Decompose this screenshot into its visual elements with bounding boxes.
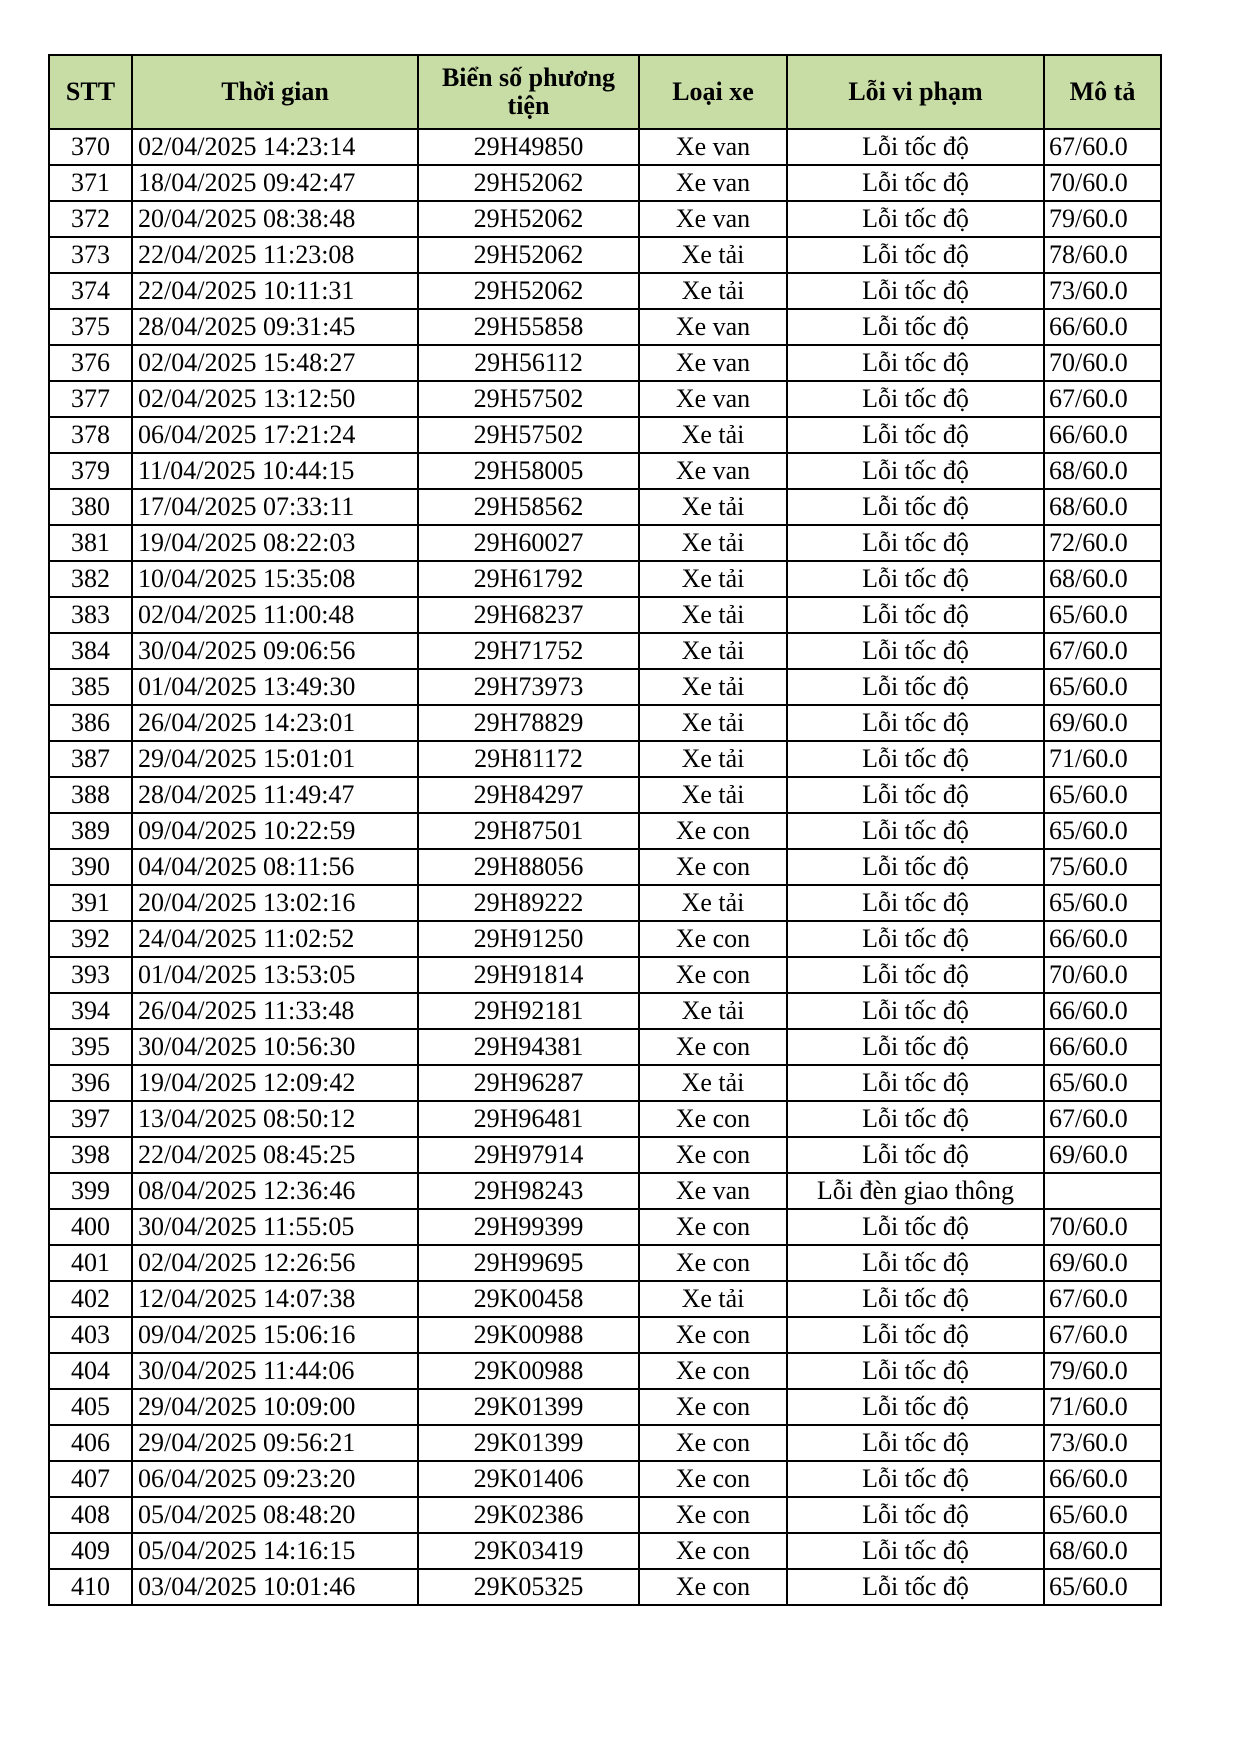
cell-violation: Lỗi tốc độ <box>787 1497 1044 1533</box>
cell-stt: 404 <box>49 1353 132 1389</box>
cell-violation: Lỗi tốc độ <box>787 237 1044 273</box>
cell-violation: Lỗi tốc độ <box>787 381 1044 417</box>
cell-time: 19/04/2025 08:22:03 <box>132 525 418 561</box>
cell-stt: 377 <box>49 381 132 417</box>
cell-violation: Lỗi tốc độ <box>787 1533 1044 1569</box>
cell-description: 65/60.0 <box>1044 669 1161 705</box>
cell-stt: 402 <box>49 1281 132 1317</box>
cell-plate: 29K01406 <box>418 1461 639 1497</box>
cell-time: 29/04/2025 09:56:21 <box>132 1425 418 1461</box>
cell-violation: Lỗi tốc độ <box>787 813 1044 849</box>
cell-time: 08/04/2025 12:36:46 <box>132 1173 418 1209</box>
cell-description: 70/60.0 <box>1044 345 1161 381</box>
cell-time: 26/04/2025 14:23:01 <box>132 705 418 741</box>
table-row <box>49 1101 1161 1137</box>
cell-time: 02/04/2025 14:23:14 <box>132 129 418 165</box>
cell-plate: 29H60027 <box>418 525 639 561</box>
cell-plate: 29H56112 <box>418 345 639 381</box>
cell-vehicle-type: Xe tải <box>639 885 787 921</box>
cell-violation: Lỗi tốc độ <box>787 885 1044 921</box>
cell-time: 30/04/2025 11:55:05 <box>132 1209 418 1245</box>
cell-vehicle-type: Xe con <box>639 1209 787 1245</box>
table-row <box>49 1317 1161 1353</box>
cell-vehicle-type: Xe con <box>639 1101 787 1137</box>
cell-description: 67/60.0 <box>1044 1101 1161 1137</box>
cell-time: 22/04/2025 11:23:08 <box>132 237 418 273</box>
table-row <box>49 705 1161 741</box>
cell-description: 68/60.0 <box>1044 561 1161 597</box>
cell-description: 66/60.0 <box>1044 993 1161 1029</box>
cell-stt: 394 <box>49 993 132 1029</box>
cell-plate: 29H52062 <box>418 273 639 309</box>
cell-stt: 370 <box>49 129 132 165</box>
cell-description: 65/60.0 <box>1044 777 1161 813</box>
table-row <box>49 597 1161 633</box>
cell-description: 69/60.0 <box>1044 1137 1161 1173</box>
cell-description: 65/60.0 <box>1044 597 1161 633</box>
cell-time: 26/04/2025 11:33:48 <box>132 993 418 1029</box>
cell-vehicle-type: Xe tải <box>639 777 787 813</box>
cell-vehicle-type: Xe van <box>639 201 787 237</box>
cell-vehicle-type: Xe con <box>639 1461 787 1497</box>
cell-vehicle-type: Xe tải <box>639 1065 787 1101</box>
table-row <box>49 1425 1161 1461</box>
cell-vehicle-type: Xe van <box>639 165 787 201</box>
cell-plate: 29H98243 <box>418 1173 639 1209</box>
document-page <box>48 54 1160 1606</box>
cell-plate: 29H96287 <box>418 1065 639 1101</box>
cell-time: 11/04/2025 10:44:15 <box>132 453 418 489</box>
cell-vehicle-type: Xe tải <box>639 669 787 705</box>
cell-violation: Lỗi tốc độ <box>787 633 1044 669</box>
table-row <box>49 309 1161 345</box>
cell-violation: Lỗi tốc độ <box>787 417 1044 453</box>
cell-description: 71/60.0 <box>1044 1389 1161 1425</box>
cell-vehicle-type: Xe tải <box>639 561 787 597</box>
cell-stt: 389 <box>49 813 132 849</box>
table-row <box>49 237 1161 273</box>
cell-time: 06/04/2025 09:23:20 <box>132 1461 418 1497</box>
cell-vehicle-type: Xe con <box>639 1497 787 1533</box>
cell-time: 01/04/2025 13:49:30 <box>132 669 418 705</box>
table-row <box>49 273 1161 309</box>
cell-violation: Lỗi tốc độ <box>787 201 1044 237</box>
cell-violation: Lỗi tốc độ <box>787 1281 1044 1317</box>
header-vehicle-type: Loại xe <box>639 55 787 129</box>
cell-violation: Lỗi tốc độ <box>787 1065 1044 1101</box>
cell-stt: 395 <box>49 1029 132 1065</box>
cell-stt: 371 <box>49 165 132 201</box>
cell-time: 19/04/2025 12:09:42 <box>132 1065 418 1101</box>
cell-violation: Lỗi tốc độ <box>787 993 1044 1029</box>
cell-time: 20/04/2025 13:02:16 <box>132 885 418 921</box>
cell-stt: 376 <box>49 345 132 381</box>
cell-violation: Lỗi tốc độ <box>787 741 1044 777</box>
cell-time: 30/04/2025 11:44:06 <box>132 1353 418 1389</box>
cell-stt: 380 <box>49 489 132 525</box>
cell-time: 28/04/2025 09:31:45 <box>132 309 418 345</box>
table-row <box>49 813 1161 849</box>
cell-violation: Lỗi đèn giao thông <box>787 1173 1044 1209</box>
cell-violation: Lỗi tốc độ <box>787 309 1044 345</box>
table-row <box>49 1533 1161 1569</box>
header-description: Mô tả <box>1044 55 1161 129</box>
cell-violation: Lỗi tốc độ <box>787 273 1044 309</box>
cell-violation: Lỗi tốc độ <box>787 849 1044 885</box>
cell-time: 24/04/2025 11:02:52 <box>132 921 418 957</box>
cell-stt: 393 <box>49 957 132 993</box>
cell-description: 69/60.0 <box>1044 1245 1161 1281</box>
cell-vehicle-type: Xe con <box>639 1245 787 1281</box>
cell-description: 70/60.0 <box>1044 1209 1161 1245</box>
cell-violation: Lỗi tốc độ <box>787 1569 1044 1605</box>
cell-time: 02/04/2025 15:48:27 <box>132 345 418 381</box>
cell-vehicle-type: Xe con <box>639 1533 787 1569</box>
cell-vehicle-type: Xe con <box>639 813 787 849</box>
table-row <box>49 561 1161 597</box>
cell-time: 18/04/2025 09:42:47 <box>132 165 418 201</box>
cell-description: 73/60.0 <box>1044 1425 1161 1461</box>
cell-vehicle-type: Xe van <box>639 381 787 417</box>
cell-time: 06/04/2025 17:21:24 <box>132 417 418 453</box>
cell-description: 70/60.0 <box>1044 957 1161 993</box>
cell-time: 05/04/2025 14:16:15 <box>132 1533 418 1569</box>
header-stt: STT <box>49 55 132 129</box>
cell-vehicle-type: Xe tải <box>639 705 787 741</box>
cell-plate: 29K00988 <box>418 1317 639 1353</box>
cell-plate: 29H81172 <box>418 741 639 777</box>
cell-description: 67/60.0 <box>1044 1317 1161 1353</box>
cell-description: 66/60.0 <box>1044 921 1161 957</box>
cell-time: 03/04/2025 10:01:46 <box>132 1569 418 1605</box>
cell-violation: Lỗi tốc độ <box>787 777 1044 813</box>
cell-time: 09/04/2025 10:22:59 <box>132 813 418 849</box>
cell-description <box>1044 1173 1161 1209</box>
table-row <box>49 129 1161 165</box>
cell-violation: Lỗi tốc độ <box>787 921 1044 957</box>
cell-plate: 29H73973 <box>418 669 639 705</box>
cell-stt: 407 <box>49 1461 132 1497</box>
cell-violation: Lỗi tốc độ <box>787 345 1044 381</box>
cell-plate: 29H84297 <box>418 777 639 813</box>
cell-violation: Lỗi tốc độ <box>787 1389 1044 1425</box>
header-violation: Lỗi vi phạm <box>787 55 1044 129</box>
cell-stt: 375 <box>49 309 132 345</box>
cell-description: 70/60.0 <box>1044 165 1161 201</box>
cell-vehicle-type: Xe tải <box>639 273 787 309</box>
cell-vehicle-type: Xe con <box>639 1569 787 1605</box>
cell-stt: 405 <box>49 1389 132 1425</box>
cell-vehicle-type: Xe tải <box>639 741 787 777</box>
cell-violation: Lỗi tốc độ <box>787 1461 1044 1497</box>
cell-vehicle-type: Xe con <box>639 921 787 957</box>
cell-stt: 387 <box>49 741 132 777</box>
cell-time: 17/04/2025 07:33:11 <box>132 489 418 525</box>
table-row <box>49 201 1161 237</box>
cell-violation: Lỗi tốc độ <box>787 489 1044 525</box>
table-row <box>49 921 1161 957</box>
cell-plate: 29H91250 <box>418 921 639 957</box>
cell-stt: 398 <box>49 1137 132 1173</box>
cell-violation: Lỗi tốc độ <box>787 1101 1044 1137</box>
cell-stt: 383 <box>49 597 132 633</box>
cell-plate: 29H52062 <box>418 201 639 237</box>
cell-plate: 29H96481 <box>418 1101 639 1137</box>
cell-stt: 396 <box>49 1065 132 1101</box>
cell-description: 65/60.0 <box>1044 1569 1161 1605</box>
cell-stt: 382 <box>49 561 132 597</box>
cell-plate: 29H92181 <box>418 993 639 1029</box>
cell-plate: 29H87501 <box>418 813 639 849</box>
cell-description: 73/60.0 <box>1044 273 1161 309</box>
cell-stt: 379 <box>49 453 132 489</box>
cell-description: 78/60.0 <box>1044 237 1161 273</box>
cell-stt: 409 <box>49 1533 132 1569</box>
cell-plate: 29K00988 <box>418 1353 639 1389</box>
table-row <box>49 1137 1161 1173</box>
violations-table <box>48 54 1162 1606</box>
cell-violation: Lỗi tốc độ <box>787 1353 1044 1389</box>
cell-description: 75/60.0 <box>1044 849 1161 885</box>
cell-violation: Lỗi tốc độ <box>787 129 1044 165</box>
cell-stt: 385 <box>49 669 132 705</box>
cell-stt: 410 <box>49 1569 132 1605</box>
table-row <box>49 885 1161 921</box>
cell-time: 05/04/2025 08:48:20 <box>132 1497 418 1533</box>
cell-violation: Lỗi tốc độ <box>787 1209 1044 1245</box>
cell-plate: 29H99695 <box>418 1245 639 1281</box>
cell-description: 66/60.0 <box>1044 1029 1161 1065</box>
table-row <box>49 993 1161 1029</box>
cell-plate: 29H88056 <box>418 849 639 885</box>
cell-plate: 29H68237 <box>418 597 639 633</box>
cell-vehicle-type: Xe van <box>639 309 787 345</box>
cell-vehicle-type: Xe van <box>639 453 787 489</box>
cell-stt: 378 <box>49 417 132 453</box>
table-row <box>49 165 1161 201</box>
cell-time: 12/04/2025 14:07:38 <box>132 1281 418 1317</box>
cell-stt: 403 <box>49 1317 132 1353</box>
cell-stt: 388 <box>49 777 132 813</box>
cell-plate: 29H49850 <box>418 129 639 165</box>
cell-description: 67/60.0 <box>1044 633 1161 669</box>
cell-stt: 406 <box>49 1425 132 1461</box>
cell-plate: 29H71752 <box>418 633 639 669</box>
cell-description: 79/60.0 <box>1044 201 1161 237</box>
cell-description: 68/60.0 <box>1044 453 1161 489</box>
cell-stt: 374 <box>49 273 132 309</box>
table-row <box>49 1353 1161 1389</box>
cell-stt: 381 <box>49 525 132 561</box>
cell-time: 22/04/2025 10:11:31 <box>132 273 418 309</box>
cell-stt: 401 <box>49 1245 132 1281</box>
cell-time: 22/04/2025 08:45:25 <box>132 1137 418 1173</box>
table-row <box>49 849 1161 885</box>
cell-plate: 29H58005 <box>418 453 639 489</box>
cell-plate: 29H99399 <box>418 1209 639 1245</box>
cell-violation: Lỗi tốc độ <box>787 957 1044 993</box>
cell-vehicle-type: Xe van <box>639 345 787 381</box>
table-row <box>49 489 1161 525</box>
cell-plate: 29H57502 <box>418 417 639 453</box>
table-row <box>49 1209 1161 1245</box>
cell-vehicle-type: Xe van <box>639 1173 787 1209</box>
cell-vehicle-type: Xe tải <box>639 1281 787 1317</box>
cell-time: 10/04/2025 15:35:08 <box>132 561 418 597</box>
table-row <box>49 1281 1161 1317</box>
cell-vehicle-type: Xe tải <box>639 417 787 453</box>
cell-time: 02/04/2025 11:00:48 <box>132 597 418 633</box>
cell-plate: 29K02386 <box>418 1497 639 1533</box>
cell-vehicle-type: Xe tải <box>639 597 787 633</box>
cell-time: 29/04/2025 15:01:01 <box>132 741 418 777</box>
cell-vehicle-type: Xe con <box>639 1353 787 1389</box>
cell-plate: 29K03419 <box>418 1533 639 1569</box>
cell-time: 01/04/2025 13:53:05 <box>132 957 418 993</box>
cell-description: 65/60.0 <box>1044 1065 1161 1101</box>
table-row <box>49 1497 1161 1533</box>
cell-violation: Lỗi tốc độ <box>787 1425 1044 1461</box>
table-row <box>49 525 1161 561</box>
cell-time: 30/04/2025 10:56:30 <box>132 1029 418 1065</box>
cell-vehicle-type: Xe con <box>639 1317 787 1353</box>
cell-description: 72/60.0 <box>1044 525 1161 561</box>
cell-plate: 29H91814 <box>418 957 639 993</box>
cell-plate: 29K05325 <box>418 1569 639 1605</box>
cell-plate: 29H89222 <box>418 885 639 921</box>
cell-stt: 397 <box>49 1101 132 1137</box>
cell-description: 65/60.0 <box>1044 1497 1161 1533</box>
cell-vehicle-type: Xe tải <box>639 993 787 1029</box>
cell-description: 66/60.0 <box>1044 309 1161 345</box>
cell-plate: 29H52062 <box>418 165 639 201</box>
cell-stt: 390 <box>49 849 132 885</box>
cell-plate: 29K00458 <box>418 1281 639 1317</box>
table-row <box>49 417 1161 453</box>
table-row <box>49 957 1161 993</box>
cell-violation: Lỗi tốc độ <box>787 1245 1044 1281</box>
cell-stt: 408 <box>49 1497 132 1533</box>
cell-vehicle-type: Xe tải <box>639 489 787 525</box>
cell-plate: 29H55858 <box>418 309 639 345</box>
table-row <box>49 381 1161 417</box>
cell-vehicle-type: Xe con <box>639 1029 787 1065</box>
cell-violation: Lỗi tốc độ <box>787 597 1044 633</box>
cell-vehicle-type: Xe con <box>639 957 787 993</box>
cell-vehicle-type: Xe tải <box>639 525 787 561</box>
cell-plate: 29K01399 <box>418 1389 639 1425</box>
cell-violation: Lỗi tốc độ <box>787 561 1044 597</box>
table-row <box>49 741 1161 777</box>
table-row <box>49 777 1161 813</box>
cell-plate: 29H78829 <box>418 705 639 741</box>
cell-vehicle-type: Xe tải <box>639 633 787 669</box>
table-row <box>49 1245 1161 1281</box>
header-time: Thời gian <box>132 55 418 129</box>
cell-time: 29/04/2025 10:09:00 <box>132 1389 418 1425</box>
cell-stt: 400 <box>49 1209 132 1245</box>
cell-stt: 386 <box>49 705 132 741</box>
cell-stt: 372 <box>49 201 132 237</box>
table-row <box>49 1173 1161 1209</box>
table-header <box>49 55 1161 129</box>
cell-description: 67/60.0 <box>1044 129 1161 165</box>
cell-violation: Lỗi tốc độ <box>787 165 1044 201</box>
table-row <box>49 1065 1161 1101</box>
cell-plate: 29H97914 <box>418 1137 639 1173</box>
cell-stt: 392 <box>49 921 132 957</box>
cell-description: 66/60.0 <box>1044 1461 1161 1497</box>
header-plate: Biển số phương tiện <box>418 55 639 129</box>
cell-description: 67/60.0 <box>1044 381 1161 417</box>
cell-description: 65/60.0 <box>1044 813 1161 849</box>
cell-time: 09/04/2025 15:06:16 <box>132 1317 418 1353</box>
cell-description: 65/60.0 <box>1044 885 1161 921</box>
cell-violation: Lỗi tốc độ <box>787 705 1044 741</box>
cell-stt: 384 <box>49 633 132 669</box>
cell-time: 04/04/2025 08:11:56 <box>132 849 418 885</box>
cell-description: 71/60.0 <box>1044 741 1161 777</box>
cell-vehicle-type: Xe tải <box>639 237 787 273</box>
cell-time: 02/04/2025 12:26:56 <box>132 1245 418 1281</box>
cell-stt: 399 <box>49 1173 132 1209</box>
table-row <box>49 1029 1161 1065</box>
cell-time: 30/04/2025 09:06:56 <box>132 633 418 669</box>
table-row <box>49 669 1161 705</box>
header-row <box>49 55 1161 129</box>
cell-vehicle-type: Xe con <box>639 1389 787 1425</box>
table-row <box>49 345 1161 381</box>
cell-time: 13/04/2025 08:50:12 <box>132 1101 418 1137</box>
cell-description: 67/60.0 <box>1044 1281 1161 1317</box>
cell-vehicle-type: Xe van <box>639 129 787 165</box>
cell-description: 69/60.0 <box>1044 705 1161 741</box>
cell-description: 66/60.0 <box>1044 417 1161 453</box>
cell-vehicle-type: Xe con <box>639 1137 787 1173</box>
table-row <box>49 1569 1161 1605</box>
cell-vehicle-type: Xe con <box>639 849 787 885</box>
cell-violation: Lỗi tốc độ <box>787 453 1044 489</box>
cell-violation: Lỗi tốc độ <box>787 669 1044 705</box>
cell-plate: 29H52062 <box>418 237 639 273</box>
cell-plate: 29H58562 <box>418 489 639 525</box>
cell-description: 79/60.0 <box>1044 1353 1161 1389</box>
cell-violation: Lỗi tốc độ <box>787 1317 1044 1353</box>
cell-plate: 29H57502 <box>418 381 639 417</box>
cell-vehicle-type: Xe con <box>639 1425 787 1461</box>
cell-violation: Lỗi tốc độ <box>787 1029 1044 1065</box>
cell-time: 20/04/2025 08:38:48 <box>132 201 418 237</box>
cell-stt: 373 <box>49 237 132 273</box>
cell-plate: 29H61792 <box>418 561 639 597</box>
table-row <box>49 1389 1161 1425</box>
cell-plate: 29H94381 <box>418 1029 639 1065</box>
cell-description: 68/60.0 <box>1044 489 1161 525</box>
table-row <box>49 1461 1161 1497</box>
cell-violation: Lỗi tốc độ <box>787 525 1044 561</box>
cell-time: 02/04/2025 13:12:50 <box>132 381 418 417</box>
cell-plate: 29K01399 <box>418 1425 639 1461</box>
cell-violation: Lỗi tốc độ <box>787 1137 1044 1173</box>
cell-time: 28/04/2025 11:49:47 <box>132 777 418 813</box>
table-row <box>49 453 1161 489</box>
table-row <box>49 633 1161 669</box>
table-body <box>49 129 1161 1605</box>
cell-stt: 391 <box>49 885 132 921</box>
cell-description: 68/60.0 <box>1044 1533 1161 1569</box>
